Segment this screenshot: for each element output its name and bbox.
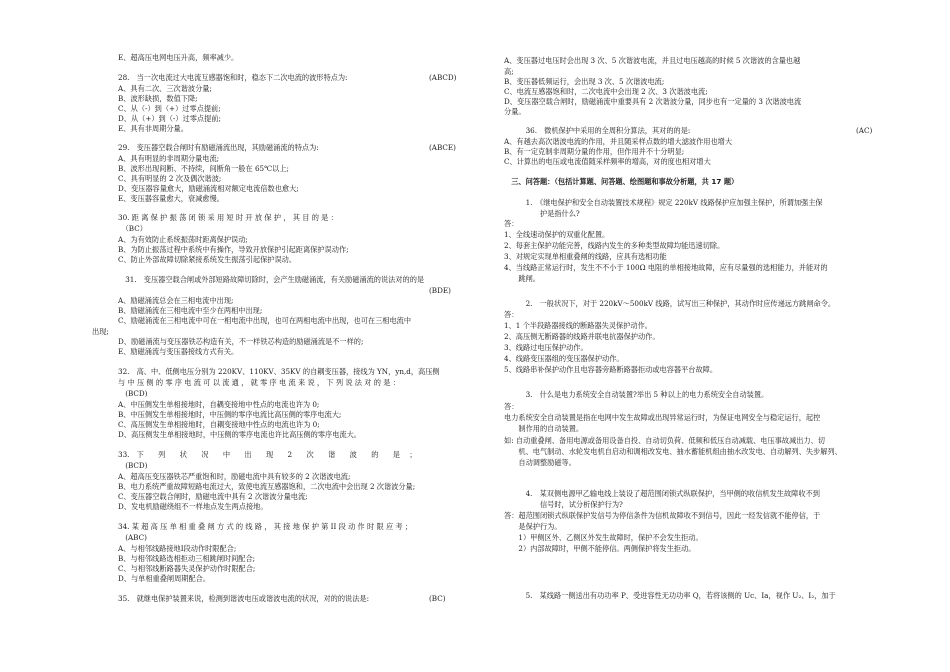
line-text: 31. 变压器空载合闸或外部短路故障切除时，会产生励磁涌流，有关励磁涌流的说法对的的是: [118, 275, 425, 284]
right-text-line: [504, 390, 768, 401]
right-text-line: [504, 209, 580, 220]
line-text: A、有越去高次谐波电流的作用，并且随采样点数的增大滤波作用也增大: [504, 137, 733, 146]
line-text: 自动调整励磁等。: [504, 458, 576, 467]
line-text: 1、1 个半段路器接线的断路器失灵保护动作。: [504, 321, 652, 330]
right-text-line: [504, 198, 823, 209]
line-text: 分量。: [504, 107, 526, 116]
right-text-line: [504, 354, 624, 365]
line-text: C、励磁涌流在三相电流中可在一相电流中出现，也可在两相电流中出现，也可在三相电流中: [118, 316, 412, 325]
answer-key: (ABCD): [429, 73, 457, 82]
line-text: 3、线路过电压保护动作。: [504, 343, 588, 352]
line-text: （BC）: [118, 224, 147, 233]
right-text-line: [504, 402, 518, 413]
line-text: 出现;: [92, 327, 109, 336]
left-text-line: [118, 104, 221, 115]
line-text: 如: 自动重叠闸、备用电源或备用设备自投、自动切负荷、低频和低压自动减载、电压事故减出力、切: [504, 436, 825, 445]
right-text-line: [504, 263, 828, 274]
right-text-line: [504, 489, 820, 500]
left-text-line: [118, 522, 412, 533]
right-text-line: [504, 219, 518, 230]
left-text-line: [118, 245, 349, 256]
left-text-line: [118, 554, 255, 565]
left-text-line: [118, 296, 233, 307]
line-text: 35. 就继电保护装置来说，检测到谐波电压或谐波电流的状况，对的的说法是:: [118, 594, 370, 603]
line-text: A、与相邻线路接地Ⅰ段动作时限配合;: [118, 544, 237, 553]
right-text-line: [504, 424, 583, 435]
left-text-line: [118, 337, 363, 348]
line-text: 28. 当一次电流过大电流互感器饱和时，稳态下二次电流的波形特点为:: [118, 73, 348, 82]
line-text: D、变压器容量愈大，励磁涌流相对额定电流倍数也愈大;: [118, 184, 299, 193]
line-text: 4. 某双侧电源甲乙输电线上装设了超范围闭锁式纵联保护，当甲侧的收信机发生故障收不到: [504, 489, 820, 498]
line-text: E、具有非周期分量。: [118, 124, 188, 133]
right-text-line: [504, 458, 576, 469]
line-text: 信号时，试分析保护行为?: [504, 500, 623, 509]
line-text: 29. 变压器空载合闸时有励磁涌流出现，其励磁涌流的特点为:: [118, 143, 319, 152]
right-text-line: [504, 241, 724, 252]
line-text: 3. 什么是电力系统安全自动装置?举出 5 种以上的电力系统安全自动装置。: [504, 390, 769, 399]
line-text: 答：: [504, 402, 519, 411]
left-text-line: [118, 533, 147, 544]
left-text-line: [118, 594, 369, 605]
line-text: B、与相邻线路选相拒动三相跳闸时间配合;: [118, 554, 256, 563]
left-text-line: [118, 174, 221, 185]
right-text-line: [504, 321, 652, 332]
line-text: 2、高压侧无断路器的线路并联电抗器保护动作。: [504, 332, 660, 341]
line-text: B、变压器低频运行，会出现 3 次、5 次谐波电流;: [504, 77, 665, 86]
right-text-line: [504, 310, 518, 321]
left-text-line: [118, 84, 212, 95]
line-text: 2、每套主保护功能完善，线路内发生的多种类型故障均能迅速切除。: [504, 241, 725, 250]
line-text: A、为有效防止系统振荡时距离保护误动;: [118, 235, 248, 244]
line-text: 4、线路变压器组的变压器保护动作。: [504, 354, 624, 363]
line-text: C、计算出的电压或电流值随采样频率的增高，对的度也相对增大: [504, 157, 711, 166]
left-text-line: [118, 124, 188, 135]
line-text: 1）甲侧区外、乙侧区外发生故障时，保护不会发生拒动。: [504, 533, 703, 542]
line-text: 答：: [504, 219, 519, 228]
line-text: (ABC): [118, 533, 147, 542]
line-text: 护是指什么?: [504, 209, 580, 218]
left-text-line: [118, 410, 341, 421]
left-text-line: [118, 235, 248, 246]
line-text: 5、线路串补保护动作且电容器旁路断路器拒动或电容器平台故障。: [504, 365, 718, 374]
left-text-line: [118, 400, 319, 411]
answer-key: (AC): [856, 126, 873, 135]
right-text-line: [504, 299, 835, 310]
line-text: 答：: [504, 310, 519, 319]
right-text-line: [504, 447, 842, 458]
left-text-line: [118, 482, 415, 493]
right-text-line: [504, 591, 836, 602]
left-text-line: [118, 461, 147, 472]
left-text-line: [118, 255, 296, 266]
line-text: (BCD): [118, 389, 148, 398]
right-text-line: [504, 522, 562, 533]
right-text-line: [504, 533, 703, 544]
left-text-line: [118, 73, 347, 84]
left-text-line: [118, 544, 236, 555]
left-text-line: [118, 316, 411, 327]
line-text: A、具有二次、三次谐波分量;: [118, 84, 212, 93]
line-text: B、有一定克制非周期分量的作用，但作用并不十分明显;: [504, 147, 685, 156]
line-text: C、电流互感器饱和时，二次电流中会出现 2 次、3 次谐波电流;: [504, 87, 708, 96]
left-text-line: [118, 114, 221, 125]
line-text: 3、对规定实现单相重叠闸的线路，应具有选相功能: [504, 252, 667, 261]
left-text-line: [118, 574, 210, 585]
line-text: 制作用的自动装置。: [504, 424, 584, 433]
line-text: A、励磁涌流总会在三相电流中出现;: [118, 296, 234, 305]
left-text-line: [118, 224, 147, 235]
right-text-line: [504, 56, 800, 67]
line-text: 答：超范围闭锁式纵联保护发信号为停信条件为信机故障收不到信号，因此一经发信就不能停信，于: [504, 511, 821, 520]
right-text-line: [504, 177, 738, 188]
left-text-line: [118, 143, 319, 154]
right-text-line: [504, 365, 717, 376]
left-text-line: [118, 275, 424, 286]
line-text: C、变压器空载合闸时，励磁电流中具有 2 次谐波分量电流;: [118, 492, 308, 501]
line-text: 32. 高、中、低侧电压分别为 220KV、110KV、35KV 的自耦变压器，接线为 YN，yn,d，高压侧: [118, 367, 440, 376]
line-text: B、励磁涌流在三相电流中至少在两相中出现;: [118, 306, 263, 315]
right-text-line: [504, 87, 708, 98]
left-text-line: [92, 327, 109, 338]
right-text-line: [504, 137, 732, 148]
line-text: B、中压侧发生单相接地时，中压侧的零序电流比高压侧的零序电流大;: [118, 410, 342, 419]
left-text-line: [118, 450, 417, 461]
left-text-line: [118, 347, 238, 358]
line-text: C、与相邻线断路器失灵保护动作时限配合;: [118, 564, 256, 573]
right-text-line: [504, 77, 664, 88]
line-text: (BCD): [118, 461, 148, 470]
left-text-line: [118, 94, 198, 105]
line-text: 跳闸。: [504, 274, 540, 283]
line-text: 4、当线路正常运行时，发生不不小于 100Ω 电阻的单相接地故障，应有尽量强的选相能力，并能对的: [504, 263, 828, 272]
line-text: C、防止外部故障切除紧接系统发生振荡引起保护误动。: [118, 255, 297, 264]
left-text-line: [118, 502, 268, 513]
right-text-line: [504, 147, 684, 158]
line-text: C、从（-）到（+）过零点提前;: [118, 104, 221, 113]
line-text: 1、全线速动保护的双重化配置。: [504, 230, 610, 239]
line-text: A、中压侧发生单相接地时，自耦变接地中性点的电流也许为 0;: [118, 400, 320, 409]
line-text: 2. 一般状况下，对于 220kV～500kV 线路，试写出三种保护，其动作时应传递远方跳闸命令。: [504, 299, 836, 308]
line-text: D、与单相重叠闸周期配合。: [118, 574, 211, 583]
line-text: A、具有明显的非周期分量电流;: [118, 154, 220, 163]
left-text-line: [118, 430, 361, 441]
left-text-line: [118, 564, 255, 575]
left-text-line: [118, 389, 147, 400]
line-text: E、超高压电网电压升高，频率减少。: [118, 53, 239, 62]
line-text: E、励磁涌流与变压器接线方式有关。: [118, 347, 239, 356]
right-text-line: [504, 274, 540, 285]
line-text: D、从（+）到（-）过零点提前;: [118, 114, 221, 123]
line-text: D、发电机励磁绕组不一样地点发生两点接地。: [118, 502, 268, 511]
answer-key: (BDE): [429, 286, 451, 295]
line-text: 30. 距 离 保 护 振 荡 闭 锁 采 用 短 时 开 放 保 护 ， 其 目 的 是 ：: [118, 213, 338, 222]
line-text: 与 中 压 侧 的 零 序 电 流 可 以 流 通 ， 就 零 序 电 流 来 说 ， 下 列 说 法 对 的 是 ：: [118, 378, 400, 387]
left-text-line: [118, 53, 238, 64]
line-text: E、变压器容量愈大，衰减愈慢。: [118, 194, 224, 203]
left-text-line: [118, 164, 289, 175]
answer-key: (ABCE): [429, 143, 456, 152]
left-text-line: [118, 184, 299, 195]
right-text-line: [504, 332, 660, 343]
right-text-line: [504, 511, 820, 522]
left-text-line: [118, 194, 224, 205]
line-text: B、波形缺损，数值下降;: [118, 94, 198, 103]
left-text-line: [118, 472, 350, 483]
line-text: 是保护行为。: [504, 522, 562, 531]
right-text-line: [504, 252, 667, 263]
line-text: 5. 某线路一侧送出有功功率 P、受进容性无功功率 Q，若将该侧的 Uc、Ia，视作 U₂、I₂，加于: [504, 591, 836, 600]
line-text: C、具有明显的 2 次及偶次谐波;: [118, 174, 222, 183]
line-text: 1. 《继电保护和安全自动装置技术规程》规定 220kV 线路保护应加强主保护，所谓加强主保: [504, 198, 823, 207]
line-text: A、变压器过电压时会出现 3 次、5 次谐波电流，并且过电压越高的时候 5 次谐波的含量也越: [504, 56, 801, 65]
left-text-line: [118, 378, 400, 389]
right-text-line: [504, 544, 695, 555]
right-text-line: [504, 107, 526, 118]
left-text-line: [118, 420, 320, 431]
answer-key: (BC): [429, 594, 446, 603]
left-text-line: [118, 154, 219, 165]
line-text: D、励磁涌流与变压器铁芯构造有关，不一样铁芯构造的励磁涌流是不一样的;: [118, 337, 364, 346]
line-text: D、变压器空载合闸时，励磁涌流中重要具有 2 次谐波分量，同步也有一定量的 3 次谐波电流: [504, 97, 802, 106]
line-text: D、高压侧发生单相接地时，中压侧的零序电流也许比高压侧的零序电流大。: [118, 430, 361, 439]
right-text-line: [504, 230, 609, 241]
line-text: 机、电气制动、水轮发电机自启动和调相改发电、抽水蓄能机组由抽水改发电、自动解列、失步解列、: [504, 447, 842, 456]
line-text: 电力系统安全自动装置是指在电网中发生故障或出现异常运行时，为保证电网安全与稳定运行，起控: [504, 413, 821, 422]
line-text: 高;: [504, 67, 514, 76]
line-text: B、波形出现间断、不持续，间断角一般在 65℃以上;: [118, 164, 289, 173]
right-text-line: [504, 157, 711, 168]
right-text-line: [504, 500, 623, 511]
line-text: C、高压侧发生单相接地时，自耦变接地中性点的电流也许为 0;: [118, 420, 320, 429]
right-text-line: [504, 97, 801, 108]
left-text-line: [118, 306, 262, 317]
right-text-line: [504, 413, 820, 424]
left-text-line: [118, 367, 440, 378]
line-text: B、电力系统严重故障短路电流过大，致使电流互感器饱和，二次电流中会出现 2 次谐波分量;: [118, 482, 416, 491]
left-text-line: [118, 213, 338, 224]
right-text-line: [504, 436, 825, 447]
line-text: 2）内部故障时，甲侧不能停信。两侧保护将发生拒动。: [504, 544, 696, 553]
line-text: 33. 下 列 状 况 中 出 现 2 次 谐 波 的 是 ；: [118, 450, 417, 459]
line-text: 三、问答题：（包括计算题、问答题、绘图题和事故分析题，共 17 题）: [504, 177, 739, 186]
line-text: 36. 微机保护中采用的全周积分算法，其对的的是:: [504, 126, 691, 135]
right-text-line: [504, 126, 690, 137]
right-text-line: [504, 67, 514, 78]
line-text: B、为防止振荡过程中系统中有操作，导致开放保护引起距离保护误动作;: [118, 245, 349, 254]
right-text-line: [504, 343, 588, 354]
line-text: A、超高压变压器铁芯严重饱和时，励磁电流中具有较多的 2 次谐波电流;: [118, 472, 351, 481]
left-text-line: [118, 492, 308, 503]
line-text: 34. 某 超 高 压 单 相 重 叠 闸 方 式 的 线 路 ， 其 接 地 保 护 第 II 段 动 作 时 限 应 考 ；: [118, 522, 413, 531]
